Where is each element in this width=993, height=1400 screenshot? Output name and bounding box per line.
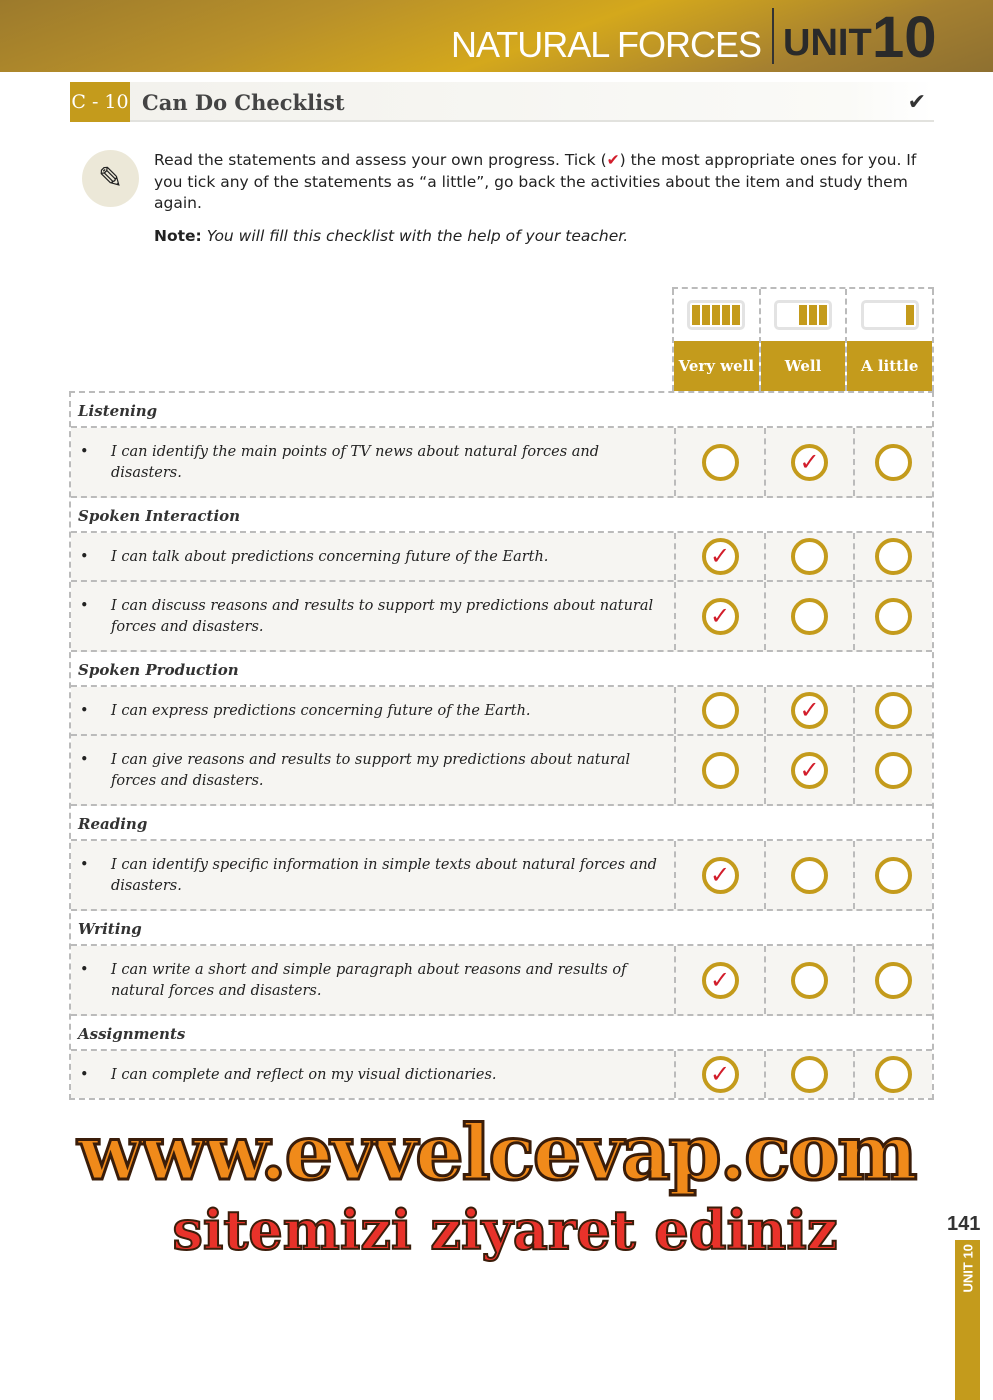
section-header (70, 82, 934, 122)
checklist-row (71, 736, 932, 806)
instructions-text: Read the statements and assess your own progress. Tick ( (154, 151, 607, 169)
rating-cell (853, 1051, 932, 1098)
instructions-text-cont: ) the most appropriate ones for you. If you tick any of the statements as “a little”, go back the activities about the item and study them again. (154, 151, 917, 212)
statement: • I can identify specific information in simple texts about natural forces and disasters. (71, 841, 674, 909)
statement: • I can give reasons and results to support my predictions about natural forces and disasters. (71, 736, 674, 804)
rating-radio-1[interactable] (791, 692, 828, 729)
rating-cell (764, 533, 853, 580)
battery-icon (847, 289, 932, 341)
check-mark-icon: ✓ (709, 542, 731, 570)
rating-cell (764, 1051, 853, 1098)
statement: • I can write a short and simple paragraph about reasons and results of natural forces and disasters. (71, 946, 674, 1014)
rating-radio-2[interactable] (875, 1056, 912, 1093)
statement: • I can discuss reasons and results to support my predictions about natural forces and disasters. (71, 582, 674, 650)
battery-bar (712, 305, 720, 325)
check-mark-icon: ✓ (709, 601, 731, 630)
rating-cell (674, 946, 764, 1014)
battery-bar (732, 305, 740, 325)
rating-radio-2[interactable] (875, 444, 912, 481)
rating-radio-1[interactable] (791, 857, 828, 894)
side-tab-label: UNIT 10 (960, 1244, 976, 1293)
category-heading: Reading (71, 806, 932, 841)
rating-radio-1[interactable] (791, 598, 828, 635)
check-mark-icon: ✓ (709, 860, 731, 889)
check-mark-icon: ✓ (799, 696, 820, 724)
battery-bar (799, 305, 807, 325)
rating-cell (764, 841, 853, 909)
statement: • I can identify the main points of TV news about natural forces and disasters. (71, 428, 674, 496)
category-heading: Spoken Interaction (71, 498, 932, 533)
column-label: A little (847, 341, 932, 391)
column-label: Well (761, 341, 846, 391)
rating-cell (764, 428, 853, 496)
note-text: You will fill this checklist with the help of your teacher. (206, 227, 629, 245)
category-heading: Assignments (71, 1016, 932, 1051)
unit-banner (0, 0, 993, 72)
battery-bar (692, 305, 700, 325)
rating-cell (853, 533, 932, 580)
section-title: Can Do Checklist (142, 90, 345, 115)
rating-radio-0[interactable] (702, 692, 739, 729)
rating-radio-1[interactable] (791, 752, 828, 789)
battery-bar (702, 305, 710, 325)
rating-radio-2[interactable] (875, 598, 912, 635)
rating-column-headers (672, 287, 934, 391)
pencil-icon: ✎ (82, 150, 139, 207)
divider (772, 8, 774, 64)
rating-cell (853, 736, 932, 804)
page-number: 141 (947, 1213, 981, 1235)
rating-cell (674, 687, 764, 734)
check-mark-icon: ✓ (799, 755, 820, 784)
battery-icon (674, 289, 759, 341)
rating-radio-0[interactable] (702, 444, 739, 481)
rating-radio-0[interactable] (702, 857, 739, 894)
rating-radio-2[interactable] (875, 857, 912, 894)
rating-cell (853, 687, 932, 734)
rating-radio-1[interactable] (791, 1056, 828, 1093)
checklist-row (71, 428, 932, 498)
checklist-row (71, 946, 932, 1016)
rating-cell (674, 1051, 764, 1098)
column-header-2 (845, 289, 934, 391)
unit-label: UNIT (783, 22, 872, 64)
rating-cell (674, 736, 764, 804)
rating-radio-1[interactable] (791, 444, 828, 481)
note (154, 227, 628, 245)
checklist-row (71, 841, 932, 911)
checklist-row (71, 687, 932, 736)
rating-cell (674, 841, 764, 909)
rating-radio-2[interactable] (875, 692, 912, 729)
category-heading: Writing (71, 911, 932, 946)
check-mark-icon: ✓ (799, 447, 820, 476)
rating-cell (764, 687, 853, 734)
column-header-1 (759, 289, 846, 391)
category-heading: Spoken Production (71, 652, 932, 687)
rating-cell (853, 946, 932, 1014)
checklist-row (71, 582, 932, 652)
rating-cell (674, 428, 764, 496)
side-tab (955, 1240, 980, 1400)
rating-radio-0[interactable] (702, 752, 739, 789)
battery-bar (722, 305, 730, 325)
checklist-icon: ✔ (907, 90, 926, 115)
note-label: Note: (154, 227, 202, 245)
column-label: Very well (674, 341, 759, 391)
rating-radio-0[interactable] (702, 538, 739, 575)
rating-radio-0[interactable] (702, 598, 739, 635)
rating-cell (853, 841, 932, 909)
checklist-row (71, 1051, 932, 1098)
rating-radio-0[interactable] (702, 1056, 739, 1093)
section-code: C - 10 (70, 82, 130, 122)
watermark-url: www.evvelcevap.com (77, 1108, 916, 1197)
rating-cell (764, 582, 853, 650)
rating-cell (764, 736, 853, 804)
rating-cell (674, 582, 764, 650)
rating-cell (764, 946, 853, 1014)
rating-radio-2[interactable] (875, 538, 912, 575)
column-header-0 (672, 289, 759, 391)
rating-cell (853, 428, 932, 496)
rating-radio-0[interactable] (702, 962, 739, 999)
checklist-row (71, 533, 932, 582)
rating-radio-1[interactable] (791, 962, 828, 999)
unit-title: NATURAL FORCES (450, 24, 761, 65)
instructions (154, 150, 924, 215)
statement: • I can express predictions concerning future of the Earth. (71, 687, 674, 734)
battery-bar (809, 305, 817, 325)
rating-radio-1[interactable] (791, 538, 828, 575)
check-mark-icon: ✓ (709, 965, 731, 994)
rating-cell (674, 533, 764, 580)
check-mark-icon: ✓ (709, 1060, 731, 1088)
rating-radio-2[interactable] (875, 962, 912, 999)
tick-icon: ✔ (606, 151, 620, 169)
category-heading: Listening (71, 393, 932, 428)
battery-bar (819, 305, 827, 325)
statement: • I can talk about predictions concerning future of the Earth. (71, 533, 674, 580)
unit-number: 10 (872, 5, 937, 70)
statement: • I can complete and reflect on my visual dictionaries. (71, 1051, 674, 1098)
rating-radio-2[interactable] (875, 752, 912, 789)
battery-icon (761, 289, 846, 341)
checklist-table (69, 391, 934, 1100)
battery-bar (906, 305, 914, 325)
watermark-tagline: sitemizi ziyaret ediniz (172, 1198, 838, 1262)
rating-cell (853, 582, 932, 650)
